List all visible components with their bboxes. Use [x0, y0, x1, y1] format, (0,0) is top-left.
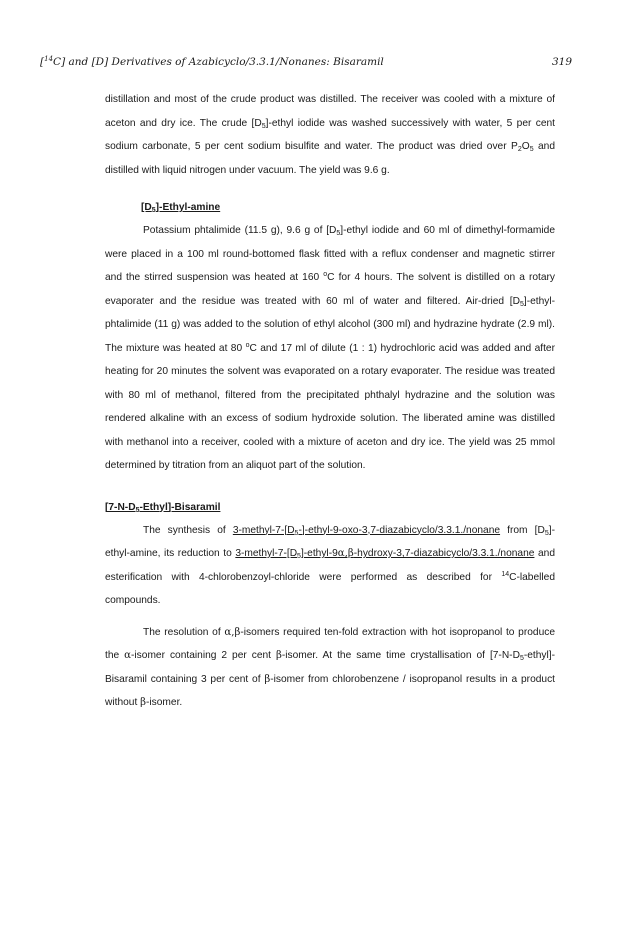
- running-head-title-text: C] and [D] Derivatives of Azabicyclo/3.3.1/Nonanes: Bisaramil: [53, 56, 384, 68]
- heading-text: [7-N-D: [105, 501, 136, 513]
- article-body: [105, 88, 555, 715]
- subscript: 5: [297, 553, 301, 560]
- text-run: 3-methyl-7-[D: [235, 548, 298, 559]
- text-run: ]-ethyl iodide and 60 ml of dimethyl-formamide were placed in a 100 ml round-bottomed flask fitted with a reflux condenser and magnetic stirrer and the stirred suspension was heated at 160: [105, 225, 555, 283]
- text-run: O: [521, 141, 530, 152]
- subscript: 5: [529, 146, 534, 153]
- greek-letters: β: [264, 673, 271, 685]
- text-run: ]-ethyl iodide was washed successively with water, 5 per cent sodium carbonate, 5 per cent sodium bisulfite and water. The product was dried over P: [105, 117, 555, 152]
- greek-letters: α: [124, 650, 132, 661]
- text-run: 3-methyl-7-[D: [232, 524, 295, 536]
- greek-letters: β: [140, 697, 146, 708]
- greek-letters: β: [275, 650, 282, 661]
- subscript: 5: [336, 230, 341, 237]
- subscript: 5: [544, 529, 549, 537]
- text-run: -]-ethyl-9-oxo-3,7-diazabicyclo/3.3.1./nonane: [298, 524, 501, 536]
- subscript: 5: [519, 300, 524, 308]
- text-run: The resolution of: [143, 626, 225, 638]
- greek-letters: α,β: [224, 626, 241, 638]
- superscript: o: [323, 271, 328, 278]
- text-run: C-labelled compounds.: [105, 571, 555, 606]
- heading-text: ]-Ethyl-amine: [155, 202, 221, 213]
- text-run: ]-ethyl-9: [300, 548, 338, 559]
- ethyl-amine-paragraph: [105, 219, 555, 478]
- text-run: and distilled with liquid nitrogen under vacuum. The yield was 9.6 g.: [105, 141, 556, 176]
- running-head-superscript: 14: [44, 55, 54, 63]
- greek-letters: α,β: [337, 548, 354, 559]
- text-run: -isomer containing 2 per cent: [131, 650, 276, 661]
- subscript: 5: [151, 207, 156, 214]
- text-run: -ethyl]-Bisaramil containing 3 per cent of: [105, 650, 555, 685]
- compound-name-hydroxy: [235, 548, 534, 559]
- text-run: Potassium phtalimide (11.5 g), 9.6 g of [D: [143, 225, 337, 236]
- text-run: distillation and most of the crude product was distilled. The receiver was cooled with a mixture of aceton and dry ice. The crude [D: [105, 94, 555, 129]
- text-run: -isomer. At the same time crystallisation of [7-N-D: [281, 650, 520, 661]
- text-run: The synthesis of: [143, 524, 233, 536]
- heading-7-n-d5-ethyl-bisaramil: [105, 498, 555, 518]
- superscript: o: [245, 341, 250, 349]
- text-run: and esterification with 4-chlorobenzoyl-chloride were performed as described for: [105, 548, 555, 583]
- paragraph-gap: [105, 613, 555, 621]
- running-head: [40, 56, 572, 72]
- heading-text: [D: [141, 202, 152, 213]
- subscript: 5: [519, 655, 524, 662]
- page-number: 319: [551, 56, 572, 68]
- compound-name-oxo: [233, 525, 500, 536]
- text-run: C and 17 ml of dilute (1 : 1) hydrochloric acid was added and after heating for 20 minutes the solvent was evaporated on a rotary evaporater. The residue was treated with 80 ml of methanol, filtered from the precipitated phthalyl hydrazine and the solution was rendered alkaline with an excess of sodium hydroxide solution. The liberated amine was distilled with methanol into a receiver, cooled with a mixture of aceton and dry ice. The yield was 25 mmol determined by titration from an aliquot part of the solution.: [105, 342, 555, 471]
- running-head-title: [$^{14}$C] and [D] Derivatives of Azabicyclo/3.3.1/Nonanes: Bisaramil: [40, 55, 384, 68]
- continuation-paragraph: [105, 88, 555, 182]
- heading-d5-ethyl-amine: [141, 198, 555, 218]
- subscript: 2: [517, 146, 522, 153]
- text-run: -isomer.: [146, 697, 183, 708]
- subscript: 5: [135, 506, 140, 514]
- text-run: ]-ethyl-phtalimide (11 g) was added to the solution of ethyl alcohol (300 ml) and hydrazine hydrate (2.9 ml). The mixture was heated at 80: [105, 295, 555, 354]
- superscript: 14: [501, 570, 510, 578]
- heading-text: -Ethyl]-Bisaramil: [139, 501, 221, 513]
- text-run: from [D: [500, 524, 545, 536]
- synthesis-paragraph: [105, 519, 555, 613]
- text-run: -hydroxy-3,7-diazabicyclo/3.3.1./nonane: [353, 548, 535, 559]
- subscript: 5: [294, 529, 299, 537]
- text-run: -isomers required ten-fold extraction with hot isopropanol to produce the: [105, 626, 555, 661]
- resolution-paragraph: [105, 621, 555, 715]
- text-run: -isomer from chlorobenzene / isopropanol results in a product without: [105, 673, 555, 708]
- text-run: ]-ethyl-amine, its reduction to: [105, 524, 555, 559]
- subscript: 5: [261, 122, 266, 130]
- text-run: C for 4 hours. The solvent is distilled on a rotary evaporater and the residue was treated with 60 ml of water and filtered. Air-dried [D: [105, 272, 555, 307]
